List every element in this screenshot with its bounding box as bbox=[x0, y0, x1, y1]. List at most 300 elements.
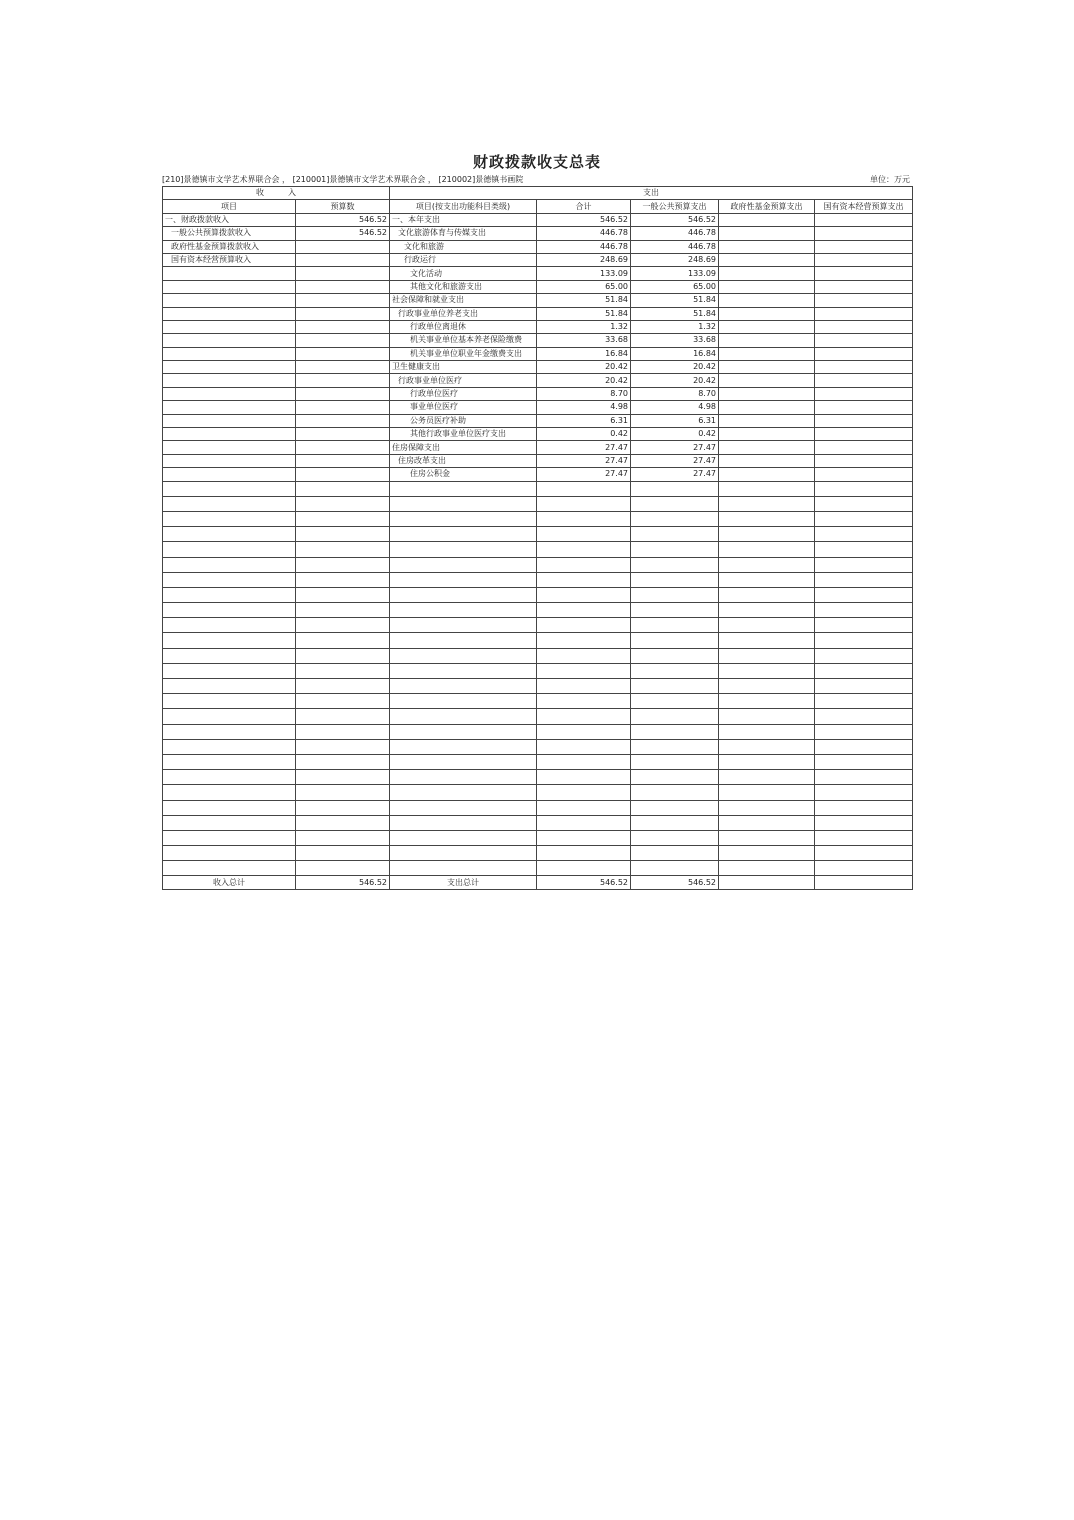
empty-cell bbox=[296, 587, 390, 602]
col-header-state-capital: 国有资本经营预算支出 bbox=[815, 200, 913, 213]
general-budget-cell: 33.68 bbox=[631, 334, 719, 347]
empty-row bbox=[163, 572, 913, 587]
income-item-cell bbox=[163, 267, 296, 280]
table-row bbox=[163, 320, 913, 333]
empty-cell bbox=[815, 785, 913, 800]
income-budget-cell bbox=[296, 294, 390, 307]
expense-total-cell: 0.42 bbox=[537, 428, 631, 441]
empty-cell bbox=[163, 557, 296, 572]
empty-cell bbox=[815, 846, 913, 861]
empty-cell bbox=[631, 770, 719, 785]
expense-total-value: 546.52 bbox=[537, 876, 631, 890]
expense-total-cell: 51.84 bbox=[537, 307, 631, 320]
gov-fund-cell bbox=[719, 267, 815, 280]
empty-cell bbox=[815, 496, 913, 511]
empty-cell bbox=[815, 603, 913, 618]
empty-cell bbox=[719, 603, 815, 618]
gov-fund-total-cell bbox=[719, 876, 815, 890]
empty-cell bbox=[719, 800, 815, 815]
empty-cell bbox=[719, 618, 815, 633]
empty-cell bbox=[296, 496, 390, 511]
empty-cell bbox=[719, 754, 815, 769]
income-item-cell bbox=[163, 294, 296, 307]
general-budget-cell: 65.00 bbox=[631, 280, 719, 293]
empty-row bbox=[163, 709, 913, 724]
state-capital-cell bbox=[815, 387, 913, 400]
gov-fund-cell bbox=[719, 387, 815, 400]
empty-cell bbox=[631, 830, 719, 845]
empty-cell bbox=[296, 815, 390, 830]
empty-cell bbox=[390, 709, 537, 724]
section-header-row bbox=[163, 187, 913, 200]
empty-cell bbox=[631, 846, 719, 861]
empty-cell bbox=[296, 648, 390, 663]
empty-cell bbox=[631, 496, 719, 511]
empty-cell bbox=[537, 511, 631, 526]
empty-cell bbox=[719, 542, 815, 557]
empty-cell bbox=[390, 587, 537, 602]
state-capital-cell bbox=[815, 280, 913, 293]
general-budget-cell: 446.78 bbox=[631, 240, 719, 253]
empty-cell bbox=[719, 481, 815, 496]
empty-cell bbox=[631, 557, 719, 572]
empty-cell bbox=[163, 724, 296, 739]
expense-item-cell: 住房改革支出 bbox=[390, 454, 537, 467]
table-row bbox=[163, 294, 913, 307]
income-budget-cell bbox=[296, 361, 390, 374]
income-item-cell bbox=[163, 307, 296, 320]
gov-fund-cell bbox=[719, 441, 815, 454]
expense-item-cell: 住房保障支出 bbox=[390, 441, 537, 454]
empty-cell bbox=[719, 572, 815, 587]
state-capital-cell bbox=[815, 468, 913, 481]
empty-row bbox=[163, 481, 913, 496]
state-capital-cell bbox=[815, 347, 913, 360]
empty-cell bbox=[537, 633, 631, 648]
expense-item-cell: 文化活动 bbox=[390, 267, 537, 280]
state-capital-cell bbox=[815, 267, 913, 280]
budget-table bbox=[162, 186, 913, 890]
expense-item-cell: 其他行政事业单位医疗支出 bbox=[390, 428, 537, 441]
expense-total-cell: 4.98 bbox=[537, 401, 631, 414]
empty-cell bbox=[719, 815, 815, 830]
table-row bbox=[163, 227, 913, 240]
general-budget-cell: 27.47 bbox=[631, 441, 719, 454]
empty-cell bbox=[631, 709, 719, 724]
empty-cell bbox=[815, 481, 913, 496]
empty-cell bbox=[163, 739, 296, 754]
empty-cell bbox=[390, 481, 537, 496]
empty-cell bbox=[390, 633, 537, 648]
header-line bbox=[162, 174, 912, 186]
empty-cell bbox=[296, 785, 390, 800]
table-row bbox=[163, 253, 913, 266]
state-capital-cell bbox=[815, 361, 913, 374]
empty-cell bbox=[719, 739, 815, 754]
empty-cell bbox=[631, 694, 719, 709]
empty-cell bbox=[390, 694, 537, 709]
empty-cell bbox=[163, 694, 296, 709]
empty-cell bbox=[537, 496, 631, 511]
report-title: 财政拨款收支总表 bbox=[472, 153, 601, 171]
empty-row bbox=[163, 679, 913, 694]
empty-cell bbox=[631, 633, 719, 648]
expense-general-total-value: 546.52 bbox=[631, 876, 719, 890]
expense-total-cell: 446.78 bbox=[537, 240, 631, 253]
empty-cell bbox=[537, 542, 631, 557]
expense-item-cell: 公务员医疗补助 bbox=[390, 414, 537, 427]
empty-cell bbox=[815, 754, 913, 769]
table-row bbox=[163, 361, 913, 374]
expense-total-cell: 33.68 bbox=[537, 334, 631, 347]
empty-cell bbox=[296, 618, 390, 633]
empty-cell bbox=[537, 739, 631, 754]
gov-fund-cell bbox=[719, 294, 815, 307]
empty-cell bbox=[390, 618, 537, 633]
empty-cell bbox=[815, 557, 913, 572]
income-item-cell bbox=[163, 454, 296, 467]
empty-cell bbox=[537, 557, 631, 572]
expense-item-cell: 机关事业单位基本养老保险缴费 bbox=[390, 334, 537, 347]
empty-cell bbox=[815, 739, 913, 754]
expense-section-header: 支出 bbox=[390, 187, 913, 200]
expense-total-cell: 51.84 bbox=[537, 294, 631, 307]
empty-cell bbox=[631, 542, 719, 557]
state-capital-cell bbox=[815, 401, 913, 414]
empty-cell bbox=[296, 861, 390, 876]
empty-cell bbox=[296, 800, 390, 815]
income-item-cell bbox=[163, 361, 296, 374]
empty-cell bbox=[815, 815, 913, 830]
gov-fund-cell bbox=[719, 374, 815, 387]
empty-cell bbox=[537, 587, 631, 602]
income-total-value: 546.52 bbox=[296, 876, 390, 890]
gov-fund-cell bbox=[719, 334, 815, 347]
general-budget-cell: 27.47 bbox=[631, 468, 719, 481]
empty-cell bbox=[815, 572, 913, 587]
general-budget-cell: 27.47 bbox=[631, 454, 719, 467]
empty-cell bbox=[390, 527, 537, 542]
empty-cell bbox=[296, 830, 390, 845]
income-budget-cell: 546.52 bbox=[296, 213, 390, 226]
empty-cell bbox=[390, 679, 537, 694]
empty-row bbox=[163, 754, 913, 769]
empty-cell bbox=[296, 846, 390, 861]
state-capital-cell bbox=[815, 294, 913, 307]
empty-cell bbox=[163, 618, 296, 633]
empty-cell bbox=[537, 618, 631, 633]
empty-cell bbox=[631, 861, 719, 876]
income-item-cell bbox=[163, 320, 296, 333]
empty-row bbox=[163, 587, 913, 602]
empty-cell bbox=[631, 815, 719, 830]
table-row bbox=[163, 454, 913, 467]
expense-item-cell: 行政事业单位养老支出 bbox=[390, 307, 537, 320]
empty-cell bbox=[537, 800, 631, 815]
empty-cell bbox=[815, 800, 913, 815]
empty-cell bbox=[390, 846, 537, 861]
expense-total-cell: 8.70 bbox=[537, 387, 631, 400]
empty-cell bbox=[631, 800, 719, 815]
income-total-label: 收入总计 bbox=[163, 876, 296, 890]
expense-total-cell: 27.47 bbox=[537, 441, 631, 454]
empty-cell bbox=[296, 527, 390, 542]
empty-cell bbox=[537, 679, 631, 694]
general-budget-cell: 446.78 bbox=[631, 227, 719, 240]
income-budget-cell bbox=[296, 280, 390, 293]
empty-cell bbox=[719, 694, 815, 709]
income-budget-cell bbox=[296, 441, 390, 454]
empty-cell bbox=[719, 557, 815, 572]
gov-fund-cell bbox=[719, 307, 815, 320]
expense-item-cell: 文化旅游体育与传媒支出 bbox=[390, 227, 537, 240]
empty-cell bbox=[163, 709, 296, 724]
state-capital-cell bbox=[815, 320, 913, 333]
empty-cell bbox=[390, 648, 537, 663]
income-item-cell bbox=[163, 280, 296, 293]
income-budget-cell bbox=[296, 428, 390, 441]
empty-cell bbox=[631, 679, 719, 694]
income-item-cell bbox=[163, 414, 296, 427]
table-row bbox=[163, 280, 913, 293]
empty-cell bbox=[390, 739, 537, 754]
state-capital-cell bbox=[815, 428, 913, 441]
income-item-cell: 政府性基金预算拨款收入 bbox=[163, 240, 296, 253]
empty-cell bbox=[163, 572, 296, 587]
expense-item-cell: 机关事业单位职业年金缴费支出 bbox=[390, 347, 537, 360]
general-budget-cell: 1.32 bbox=[631, 320, 719, 333]
empty-row bbox=[163, 770, 913, 785]
empty-cell bbox=[390, 663, 537, 678]
empty-cell bbox=[815, 663, 913, 678]
report-sheet bbox=[162, 150, 912, 890]
income-item-cell bbox=[163, 468, 296, 481]
gov-fund-cell bbox=[719, 320, 815, 333]
empty-cell bbox=[719, 830, 815, 845]
empty-cell bbox=[163, 679, 296, 694]
empty-cell bbox=[296, 572, 390, 587]
empty-cell bbox=[390, 557, 537, 572]
empty-cell bbox=[631, 481, 719, 496]
table-row bbox=[163, 414, 913, 427]
empty-cell bbox=[815, 830, 913, 845]
general-budget-cell: 133.09 bbox=[631, 267, 719, 280]
empty-cell bbox=[815, 618, 913, 633]
empty-cell bbox=[719, 709, 815, 724]
organization-line: [210]景德镇市文学艺术界联合会 ， [210001]景德镇市文学艺术界联合会 ， [210002]景德镇书画院 bbox=[162, 175, 524, 184]
income-item-cell: 一、财政拨款收入 bbox=[163, 213, 296, 226]
empty-row bbox=[163, 511, 913, 526]
income-item-cell bbox=[163, 347, 296, 360]
empty-cell bbox=[390, 815, 537, 830]
empty-row bbox=[163, 800, 913, 815]
table-row bbox=[163, 240, 913, 253]
empty-row bbox=[163, 527, 913, 542]
expense-total-cell: 65.00 bbox=[537, 280, 631, 293]
empty-cell bbox=[719, 679, 815, 694]
general-budget-cell: 51.84 bbox=[631, 294, 719, 307]
empty-cell bbox=[163, 861, 296, 876]
income-section-header: 收 入 bbox=[163, 187, 390, 200]
empty-cell bbox=[815, 694, 913, 709]
income-budget-cell bbox=[296, 307, 390, 320]
state-capital-cell bbox=[815, 240, 913, 253]
empty-cell bbox=[537, 709, 631, 724]
empty-cell bbox=[537, 846, 631, 861]
income-budget-cell bbox=[296, 347, 390, 360]
table-row bbox=[163, 468, 913, 481]
empty-cell bbox=[296, 724, 390, 739]
empty-cell bbox=[719, 648, 815, 663]
gov-fund-cell bbox=[719, 240, 815, 253]
state-capital-cell bbox=[815, 253, 913, 266]
empty-row bbox=[163, 785, 913, 800]
general-budget-cell: 6.31 bbox=[631, 414, 719, 427]
empty-cell bbox=[719, 587, 815, 602]
gov-fund-cell bbox=[719, 414, 815, 427]
empty-cell bbox=[631, 663, 719, 678]
empty-cell bbox=[631, 587, 719, 602]
empty-cell bbox=[815, 770, 913, 785]
income-item-cell bbox=[163, 401, 296, 414]
empty-cell bbox=[815, 724, 913, 739]
empty-cell bbox=[390, 724, 537, 739]
empty-cell bbox=[537, 770, 631, 785]
income-item-cell bbox=[163, 374, 296, 387]
income-budget-cell bbox=[296, 374, 390, 387]
empty-cell bbox=[815, 633, 913, 648]
empty-cell bbox=[537, 815, 631, 830]
gov-fund-cell bbox=[719, 280, 815, 293]
expense-item-cell: 文化和旅游 bbox=[390, 240, 537, 253]
gov-fund-cell bbox=[719, 361, 815, 374]
empty-cell bbox=[815, 527, 913, 542]
empty-cell bbox=[163, 527, 296, 542]
gov-fund-cell bbox=[719, 213, 815, 226]
state-capital-cell bbox=[815, 307, 913, 320]
income-budget-cell bbox=[296, 387, 390, 400]
empty-cell bbox=[537, 694, 631, 709]
state-capital-cell bbox=[815, 374, 913, 387]
empty-row bbox=[163, 603, 913, 618]
expense-item-cell: 行政单位医疗 bbox=[390, 387, 537, 400]
empty-row bbox=[163, 739, 913, 754]
income-budget-cell bbox=[296, 468, 390, 481]
empty-cell bbox=[163, 800, 296, 815]
col-header-income-budget: 预算数 bbox=[296, 200, 390, 213]
general-budget-cell: 20.42 bbox=[631, 361, 719, 374]
empty-row bbox=[163, 557, 913, 572]
empty-row bbox=[163, 648, 913, 663]
table-row bbox=[163, 441, 913, 454]
empty-cell bbox=[296, 709, 390, 724]
expense-total-label: 支出总计 bbox=[390, 876, 537, 890]
income-budget-cell bbox=[296, 401, 390, 414]
expense-total-cell: 1.32 bbox=[537, 320, 631, 333]
empty-row bbox=[163, 861, 913, 876]
empty-cell bbox=[163, 511, 296, 526]
empty-cell bbox=[631, 754, 719, 769]
gov-fund-cell bbox=[719, 468, 815, 481]
empty-cell bbox=[163, 633, 296, 648]
empty-cell bbox=[296, 603, 390, 618]
general-budget-cell: 4.98 bbox=[631, 401, 719, 414]
empty-row bbox=[163, 542, 913, 557]
col-header-gov-fund: 政府性基金预算支出 bbox=[719, 200, 815, 213]
general-budget-cell: 0.42 bbox=[631, 428, 719, 441]
empty-cell bbox=[390, 542, 537, 557]
empty-cell bbox=[390, 785, 537, 800]
expense-total-cell: 133.09 bbox=[537, 267, 631, 280]
empty-cell bbox=[719, 785, 815, 800]
state-capital-cell bbox=[815, 414, 913, 427]
empty-cell bbox=[390, 754, 537, 769]
empty-cell bbox=[390, 830, 537, 845]
empty-cell bbox=[296, 557, 390, 572]
expense-item-cell: 其他文化和旅游支出 bbox=[390, 280, 537, 293]
empty-row bbox=[163, 694, 913, 709]
expense-item-cell: 一、本年支出 bbox=[390, 213, 537, 226]
empty-row bbox=[163, 724, 913, 739]
expense-total-cell: 6.31 bbox=[537, 414, 631, 427]
col-header-total: 合计 bbox=[537, 200, 631, 213]
empty-cell bbox=[631, 739, 719, 754]
expense-item-cell: 卫生健康支出 bbox=[390, 361, 537, 374]
empty-cell bbox=[537, 830, 631, 845]
empty-cell bbox=[296, 694, 390, 709]
empty-cell bbox=[631, 511, 719, 526]
income-budget-cell bbox=[296, 267, 390, 280]
empty-cell bbox=[296, 481, 390, 496]
expense-total-cell: 27.47 bbox=[537, 468, 631, 481]
empty-cell bbox=[631, 603, 719, 618]
empty-cell bbox=[163, 663, 296, 678]
empty-cell bbox=[163, 648, 296, 663]
gov-fund-cell bbox=[719, 401, 815, 414]
general-budget-cell: 546.52 bbox=[631, 213, 719, 226]
empty-cell bbox=[390, 511, 537, 526]
empty-row bbox=[163, 618, 913, 633]
empty-cell bbox=[163, 754, 296, 769]
gov-fund-cell bbox=[719, 347, 815, 360]
table-row bbox=[163, 428, 913, 441]
empty-cell bbox=[163, 496, 296, 511]
totals-row bbox=[163, 876, 913, 890]
expense-item-cell: 社会保障和就业支出 bbox=[390, 294, 537, 307]
empty-cell bbox=[719, 527, 815, 542]
empty-cell bbox=[537, 648, 631, 663]
empty-cell bbox=[719, 496, 815, 511]
empty-cell bbox=[537, 603, 631, 618]
empty-cell bbox=[537, 861, 631, 876]
empty-cell bbox=[631, 648, 719, 663]
table-row bbox=[163, 347, 913, 360]
income-item-cell bbox=[163, 428, 296, 441]
gov-fund-cell bbox=[719, 454, 815, 467]
empty-cell bbox=[815, 542, 913, 557]
empty-cell bbox=[719, 511, 815, 526]
table-row bbox=[163, 401, 913, 414]
empty-cell bbox=[815, 587, 913, 602]
empty-cell bbox=[631, 527, 719, 542]
empty-cell bbox=[631, 572, 719, 587]
empty-cell bbox=[719, 724, 815, 739]
state-capital-cell bbox=[815, 454, 913, 467]
expense-total-cell: 16.84 bbox=[537, 347, 631, 360]
empty-cell bbox=[537, 572, 631, 587]
empty-cell bbox=[163, 542, 296, 557]
state-capital-cell bbox=[815, 213, 913, 226]
